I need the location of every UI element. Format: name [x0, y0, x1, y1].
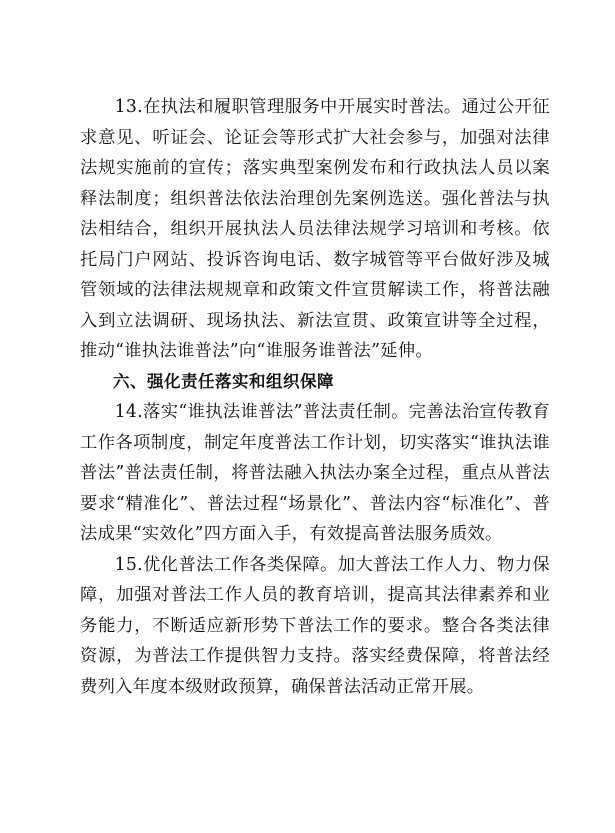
paragraph-15: 15.优化普法工作各类保障。加大普法工作人力、物力保障，加强对普法工作人员的教育培训，提高其法律素养和业务能力，不断适应新形势下普法工作的要求。整合各类法律资源，为普法工作提供智力支持。落实经费保障，将普法经费列入年度本级财政预算，确保普法活动正常开展。: [80, 554, 550, 697]
document-body: [80, 92, 550, 702]
paragraph-13: 13.在执法和履职管理服务中开展实时普法。通过公开征求意见、听证会、论证会等形式扩大社会参与，加强对法律法规实施前的宣传；落实典型案例发布和行政执法人员以案释法制度；组织普法依法治理创先案例选送。强化普法与执法相结合，组织开展执法人员法律法规学习培训和考核。依托局门户网站、投诉咨询电话、数字城管等平台做好涉及城管领域的法律法规规章和政策文件宣贯解读工作，将普法融入到立法调研、现场执法、新法宣贯、政策宣讲等全过程，推动“谁执法谁普法”向“谁服务谁普法”延伸。: [80, 97, 550, 361]
paragraph-14: 14.落实“谁执法谁普法”普法责任制。完善法治宣传教育工作各项制度，制定年度普法工作计划，切实落实“谁执法谁普法”普法责任制，将普法融入执法办案全过程，重点从普法要求“精准化”、普法过程“场景化”、普法内容“标准化”、普法成果“实效化”四方面入手，有效提高普法服务质效。: [80, 402, 550, 544]
section-heading-6: 六、强化责任落实和组织保障: [113, 371, 334, 391]
